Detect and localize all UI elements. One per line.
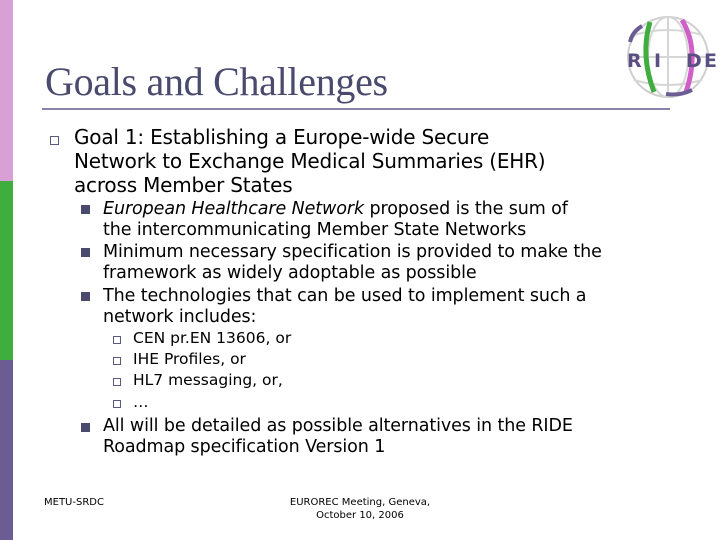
point-3-bullet-icon: [81, 292, 90, 301]
point-1-emphasis: European Healthcare Network: [103, 199, 365, 219]
point-1-bullet-icon: [81, 205, 90, 214]
subitem-1-bullet-icon: [113, 336, 121, 344]
slide-title: Goals and Challenges: [45, 59, 388, 104]
subitem-2: IHE Profiles, or: [133, 350, 246, 368]
point-3-line-1: The technologies that can be used to implement such a: [103, 286, 587, 306]
point-4-line-2: Roadmap specification Version 1: [103, 437, 386, 457]
ride-globe-logo-icon: [620, 10, 720, 100]
point-2-bullet-icon: [81, 248, 90, 257]
side-color-bar-purple: [0, 360, 13, 540]
point-4-bullet-icon: [81, 423, 90, 432]
side-color-bar-pink: [0, 0, 13, 181]
goal-bullet-icon: [50, 136, 59, 145]
point-4-line-1: All will be detailed as possible alternatives in the RIDE: [103, 416, 573, 436]
goal-line-2: Network to Exchange Medical Summaries (EHR): [74, 149, 546, 173]
logo-letter-r: R: [627, 50, 642, 72]
subitem-1: CEN pr.EN 13606, or: [133, 329, 292, 347]
goal-line-3: across Member States: [74, 173, 293, 197]
footer-center-line-1: EUROREC Meeting, Geneva,: [289, 497, 431, 508]
subitem-2-bullet-icon: [113, 357, 121, 365]
logo-letter-i: I: [654, 50, 662, 72]
logo-letter-e: E: [704, 50, 717, 72]
subitem-3: HL7 messaging, or,: [133, 371, 283, 389]
point-1-line-2: the intercommunicating Member State Networks: [103, 220, 527, 240]
side-color-bar-green: [0, 181, 13, 360]
logo-letter-d: D: [686, 50, 702, 72]
footer-center-line-2: October 10, 2006: [316, 510, 404, 521]
point-2-line-1: Minimum necessary specification is provided to make the: [103, 242, 602, 262]
footer-left: METU-SRDC: [44, 497, 104, 508]
point-3-line-2: network includes:: [103, 307, 257, 327]
goal-line-1: Goal 1: Establishing a Europe-wide Secure: [74, 125, 490, 149]
point-2-line-2: framework as widely adoptable as possible: [103, 263, 477, 283]
subitem-3-bullet-icon: [113, 378, 121, 386]
point-1-line-1: [103, 199, 568, 220]
title-underline: [42, 108, 670, 110]
subitem-4-bullet-icon: [113, 400, 121, 408]
subitem-4: …: [133, 393, 149, 411]
point-1-rest: proposed is the sum of: [364, 199, 568, 219]
